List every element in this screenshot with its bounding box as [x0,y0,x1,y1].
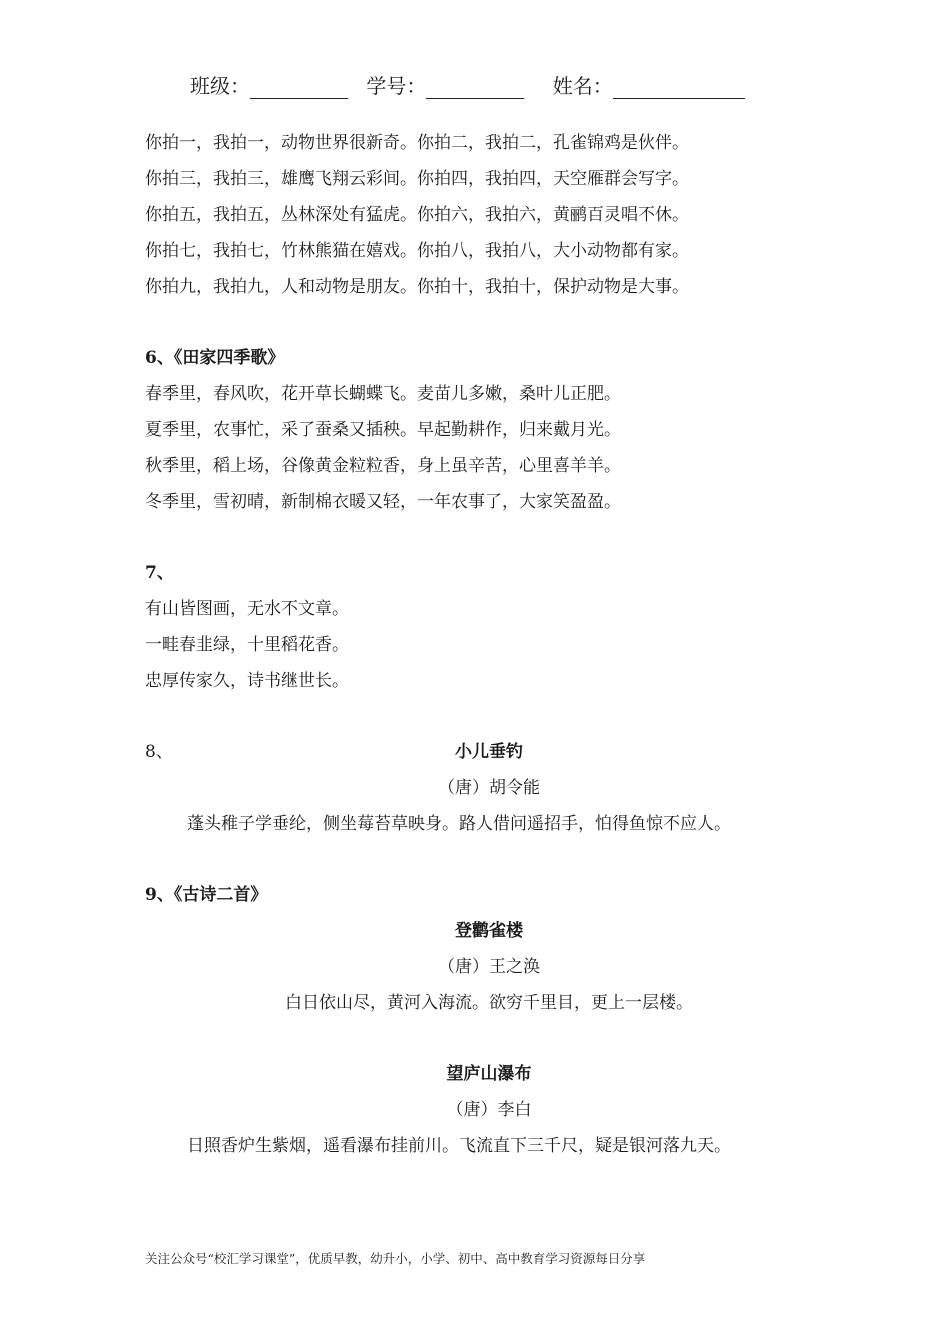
poem-2-author: （唐）李白 [446,1100,532,1120]
poem-1-text: 白日依山尽，黄河入海流。欲穷千里目，更上一层楼。 [285,993,693,1013]
section-7-line-2: 一畦春韭绿，十里稻花香。 [145,635,349,655]
footer-note: 关注公众号“校汇学习课堂”，优质早教，幼升小，小学、初中、高中教育学习资源每日分享 [145,1251,646,1266]
poem-2-title: 望庐山瀑布 [446,1064,532,1084]
poem-1-author: （唐）王之涣 [438,957,540,977]
clap-song-line-2: 你拍三，我拍三，雄鹰飞翔云彩间。你拍四，我拍四，天空雁群会写字。 [145,169,689,189]
clap-song-line-5: 你拍九，我拍九，人和动物是朋友。你拍十，我拍十，保护动物是大事。 [145,277,689,297]
student-info-header [190,70,757,99]
section-8-poem-text: 蓬头稚子学垂纶，侧坐莓苔草映身。路人借问遥招手，怕得鱼惊不应人。 [187,814,731,834]
name-label: 姓名： [552,74,613,98]
class-label: 班级： [190,74,250,98]
section-8-poem-title: 小儿垂钓 [455,742,523,762]
section-6-line-4: 冬季里，雪初晴，新制棉衣暖又轻，一年农事了，大家笑盈盈。 [145,492,621,512]
poem-1-title: 登鹳雀楼 [455,921,523,941]
clap-song-line-1: 你拍一，我拍一，动物世界很新奇。你拍二，我拍二，孔雀锦鸡是伙伴。 [145,133,689,153]
section-8-poem-author: （唐）胡令能 [438,778,540,798]
poem-2-text: 日照香炉生紫烟，遥看瀑布挂前川。飞流直下三千尺，疑是银河落九天。 [187,1136,731,1156]
section-7-line-1: 有山皆图画，无水不文章。 [145,599,349,619]
clap-song-line-3: 你拍五，我拍五，丛林深处有猛虎。你拍六，我拍六，黄鹂百灵唱不休。 [145,205,689,225]
section-6-line-2: 夏季里，农事忙，采了蚕桑又插秧。早起勤耕作，归来戴月光。 [145,420,621,440]
student-id-label: 学号： [366,74,427,98]
section-6-line-1: 春季里，春风吹，花开草长蝴蝶飞。麦苗儿多嫩，桑叶儿正肥。 [145,384,621,404]
section-7-line-3: 忠厚传家久，诗书继世长。 [145,671,349,691]
clap-song-line-4: 你拍七，我拍七，竹林熊猫在嬉戏。你拍八，我拍八，大小动物都有家。 [145,241,689,261]
section-7-heading: 7、 [145,563,174,583]
section-9-heading: 9、《古诗二首》 [145,885,268,905]
student-id-blank [426,76,524,99]
name-blank [613,76,745,99]
section-6-heading: 6、《田家四季歌》 [145,348,285,368]
class-blank [250,76,348,99]
section-6-line-3: 秋季里，稻上场，谷像黄金粒粒香，身上虽辛苦，心里喜羊羊。 [145,456,621,476]
section-8-number: 8、 [145,742,173,762]
